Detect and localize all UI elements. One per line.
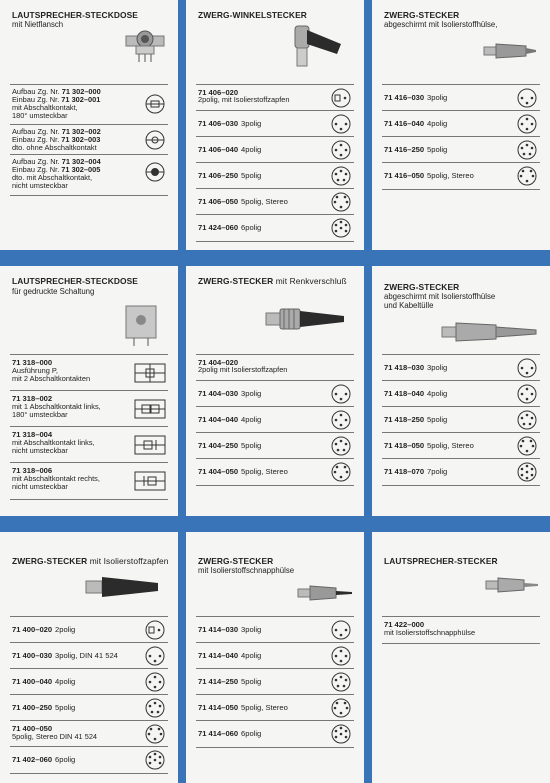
shielded-plug-sleeve-photo [440, 318, 540, 346]
list-item: 71 418–070 7polig [382, 458, 540, 486]
list-item: 71 414–030 3polig [196, 616, 354, 643]
list-item: 71 400–040 4polig [10, 668, 168, 695]
list-item: 71 318–000 Ausführung P, mit 2 Abschaltkontakten [10, 354, 168, 391]
card-subtitle: mit Nietflansch [12, 20, 64, 29]
pin-4-icon [144, 671, 166, 693]
divider [186, 250, 364, 258]
pin-3-icon [330, 113, 352, 135]
pin-5-stereo-icon [516, 435, 538, 457]
pin-6-icon [330, 723, 352, 745]
pin-5-stereo-icon [144, 723, 166, 745]
card-zwerg-stecker-renkverschluss: ZWERG-STECKER mit Renkverschluß 71 404–020 2polig mit Isolierstoffzapfen 71 404–030 3polig 71 404–040 4polig 71 404–250 5polig 71 404–050 5polig, Stereo [186, 266, 364, 524]
card-subtitle: abgeschirmt mit Isolierstoffhülse [384, 292, 496, 301]
pin-3-icon [330, 383, 352, 405]
pin-4-icon [516, 113, 538, 135]
list-item: Aufbau Zg. Nr. 71 302–004 Einbau Zg. Nr. 71 302–005 dto. mit Abschaltkontakt, nicht umsteckbar [10, 154, 168, 196]
switch-contact-icon [134, 470, 166, 492]
card-zwerg-stecker-schnapphuelse [186, 532, 364, 783]
list-item: 71 404–050 5polig, Stereo [196, 458, 354, 486]
card-subtitle: abgeschirmt mit Isolierstoffhülse, [384, 20, 498, 29]
card-title: ZWERG-STECKER [384, 282, 460, 292]
divider [0, 516, 178, 524]
list-item: 71 318–004 mit Abschaltkontakt links, nicht umsteckbar [10, 426, 168, 463]
list-item: 71 424–060 6polig [196, 214, 354, 242]
list-item: 71 406–040 4polig [196, 136, 354, 163]
card-zwerg-stecker-isolierstoffzapfen: ZWERG-STECKER mit Isolierstoffzapfen 71 400–020 2polig 71 400–030 3polig, DIN 41 524 71 400–040 4polig 71 400–250 5polig 71 400–050 5polig, Stereo DIN 41 524 71 402–060 6polig [0, 532, 178, 783]
pin-2-icon [144, 619, 166, 641]
list-item: 71 406–250 5polig [196, 162, 354, 189]
list-item: 71 416–040 4polig [382, 110, 540, 137]
card-lautsprecher-stecker [372, 532, 550, 783]
list-item: 71 406–030 3polig [196, 110, 354, 137]
card-title: ZWERG-WINKELSTECKER [198, 10, 307, 20]
list-item: 71 422–000 mit Isolierstoffschnapphülse [382, 616, 540, 644]
card-subtitle: mit Isolierstoffschnapphülse [198, 566, 295, 575]
pin-5-stereo-icon [516, 165, 538, 187]
card-title: ZWERG-STECKER [198, 556, 274, 566]
card-title: ZWERG-STECKER [12, 556, 88, 566]
switch-contact-icon [134, 362, 166, 384]
list-item: 71 406–020 2polig, mit Isolierstoffzapfen [196, 84, 354, 111]
pin-6-icon [330, 217, 352, 239]
pin-5-stereo-icon [330, 461, 352, 483]
list-item: 71 416–030 3polig [382, 84, 540, 111]
card-subtitle-2: und Kabeltülle [384, 301, 434, 310]
list-item: 71 414–060 6polig [196, 720, 354, 748]
pin-4-icon [330, 139, 352, 161]
card-zwerg-stecker-abgeschirmt [372, 0, 550, 258]
list-item: 71 414–050 5polig, Stereo [196, 694, 354, 721]
card-subtitle: für gedruckte Schaltung [12, 287, 95, 296]
list-item: 71 404–020 2polig mit Isolierstoffzapfen [196, 354, 354, 381]
pcb-socket-photo [122, 304, 162, 348]
divider [372, 250, 550, 258]
switch-contact-icon [134, 398, 166, 420]
list-item: Aufbau Zg. Nr. 71 302–002 Einbau Zg. Nr. 71 302–003 dto. ohne Abschaltkontakt [10, 124, 168, 155]
pin-3-icon [516, 357, 538, 379]
pin-7-icon [516, 461, 538, 483]
list-item: 71 418–250 5polig [382, 406, 540, 433]
switch-contact-icon [134, 434, 166, 456]
connector-symbol-icon [144, 129, 166, 151]
card-title: LAUTSPRECHER-STECKDOSE [12, 276, 138, 286]
card-lautsprecher-steckdose-nietflansch [0, 0, 178, 258]
card-lautsprecher-steckdose-gedruckt [0, 266, 178, 524]
card-title: LAUTSPRECHER-STECKDOSE [12, 10, 138, 20]
pin-5-stereo-icon [330, 191, 352, 213]
pin-5-icon [330, 165, 352, 187]
divider [186, 516, 364, 524]
connector-symbol-icon [144, 161, 166, 183]
bayonet-plug-photo [264, 304, 352, 334]
pin-4-icon [516, 383, 538, 405]
speaker-plug-photo [484, 574, 540, 596]
snap-plug-photo [296, 582, 354, 604]
list-item: 71 414–250 5polig [196, 668, 354, 695]
pin-2-icon [330, 87, 352, 109]
list-item: 71 400–050 5polig, Stereo DIN 41 524 [10, 720, 168, 747]
list-item: 71 400–020 2polig [10, 616, 168, 643]
pin-5-icon [144, 697, 166, 719]
list-item: 71 402–060 6polig [10, 746, 168, 774]
card-zwerg-winkelstecker [186, 0, 364, 258]
divider [0, 250, 178, 258]
list-item: 71 404–030 3polig [196, 380, 354, 407]
list-item: 71 406–050 5polig, Stereo [196, 188, 354, 215]
pin-6-icon [144, 749, 166, 771]
socket-flange-photo [122, 28, 168, 64]
pin-3-icon [144, 645, 166, 667]
list-item: 71 404–040 4polig [196, 406, 354, 433]
list-item: 71 404–250 5polig [196, 432, 354, 459]
list-item: Aufbau Zg. Nr. 71 302–000 Einbau Zg. Nr. 71 302–001 mit Abschaltkontakt, 180° umsteckbar [10, 84, 168, 125]
list-item: 71 400–250 5polig [10, 694, 168, 721]
list-item: 71 418–050 5polig, Stereo [382, 432, 540, 459]
list-item: 71 318–002 mit 1 Abschaltkontakt links, 180° umsteckbar [10, 390, 168, 427]
pin-3-icon [516, 87, 538, 109]
angle-plug-photo [291, 22, 351, 72]
card-title: ZWERG-STECKER [384, 10, 460, 20]
pin-5-icon [516, 409, 538, 431]
list-item: 71 416–250 5polig [382, 136, 540, 163]
divider [372, 516, 550, 524]
pin-5-icon [330, 435, 352, 457]
pin-4-icon [330, 645, 352, 667]
plug-photo [84, 572, 166, 602]
list-item: 71 418–040 4polig [382, 380, 540, 407]
list-item: 71 414–040 4polig [196, 642, 354, 669]
shielded-plug-photo [482, 40, 538, 62]
list-item: 71 418–030 3polig [382, 354, 540, 381]
connector-symbol-icon [144, 93, 166, 115]
card-title: ZWERG-STECKER [198, 276, 274, 286]
card-title: LAUTSPRECHER-STECKER [384, 556, 498, 566]
pin-5-icon [330, 671, 352, 693]
card-zwerg-stecker-kabeltuelle [372, 266, 550, 524]
pin-5-stereo-icon [330, 697, 352, 719]
list-item: 71 400–030 3polig, DIN 41 524 [10, 642, 168, 669]
pin-5-icon [516, 139, 538, 161]
pin-4-icon [330, 409, 352, 431]
list-item: 71 318–006 mit Abschaltkontakt rechts, nicht umsteckbar [10, 462, 168, 500]
pin-3-icon [330, 619, 352, 641]
list-item: 71 416–050 5polig, Stereo [382, 162, 540, 190]
